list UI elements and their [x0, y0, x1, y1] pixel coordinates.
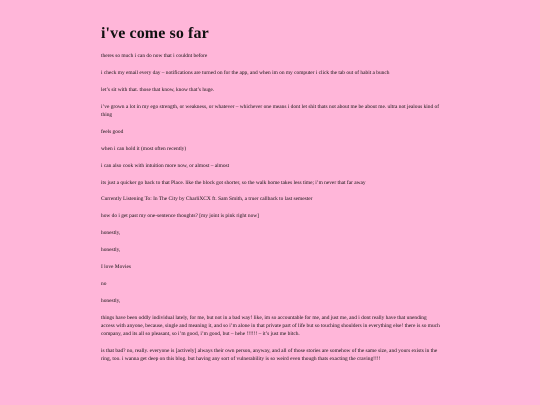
post-paragraph: honestly,	[101, 297, 121, 304]
post-paragraph: honestly,	[101, 247, 121, 254]
blog-post	[101, 24, 441, 372]
post-paragraph: how do i get past my one-sentence thoughts? [my joint is pink right now]	[101, 213, 259, 220]
post-paragraph: honestly,	[101, 230, 121, 237]
post-paragraph: let’s sit with that. those that know, know that’s huge.	[101, 86, 215, 93]
post-paragraph: I love Movies	[101, 263, 131, 270]
post-paragraph: Currently Listening To: In The City by CharliXCX ft. Sam Smith, a truer callback to last semester	[101, 196, 313, 203]
post-paragraph: its just a quicker go back to that Place. like the block got shorter, so the walk home takes less time; i’m never that far away	[101, 179, 366, 186]
post-paragraph: i check my email every day – notifications are turned on for the app, and when im on my computer i click the tab out of habit a bunch	[101, 69, 390, 76]
post-paragraph: when i can hold it (most often recently)	[101, 145, 187, 152]
post-title: i've come so far	[101, 25, 209, 42]
post-paragraph: feels good	[101, 128, 124, 135]
post-paragraph: i’ve grown a lot in my ego strength, or weakness, or whatever – whichever one means i dont let shit thats not about me be about me. ultra not jealous kind of thing	[101, 103, 440, 118]
post-paragraph: i can also cook with intuition more now, or almost – almost	[101, 162, 230, 169]
post-paragraph: things have been oddly individual lately, for me, but not in a bad way! like, im so accountable for me, and just me, and i dont really have that unending access with anyone, because, single and meaning it, and so i’m alone in that private part of life but so touching shoulders in everything else! there is so much company, and its all so pleasant, so i’m good, i’m good, but – hehe !!!!!! – it’s just me bitch.	[101, 314, 440, 338]
post-paragraph: is that bad? no, really. everyone is [actively] always their own person, anyway, and all of those stories are somehow of the same size, and yours exists in the ring, too. i wanna get deep on this blog. but having any sort of vulnerability is so weird even though thats exacting the craving!!!!	[101, 348, 438, 363]
post-paragraph: no	[101, 280, 107, 287]
post-body	[101, 52, 441, 364]
post-paragraph: theres so much i can do now that i couldnt before	[101, 53, 208, 59]
